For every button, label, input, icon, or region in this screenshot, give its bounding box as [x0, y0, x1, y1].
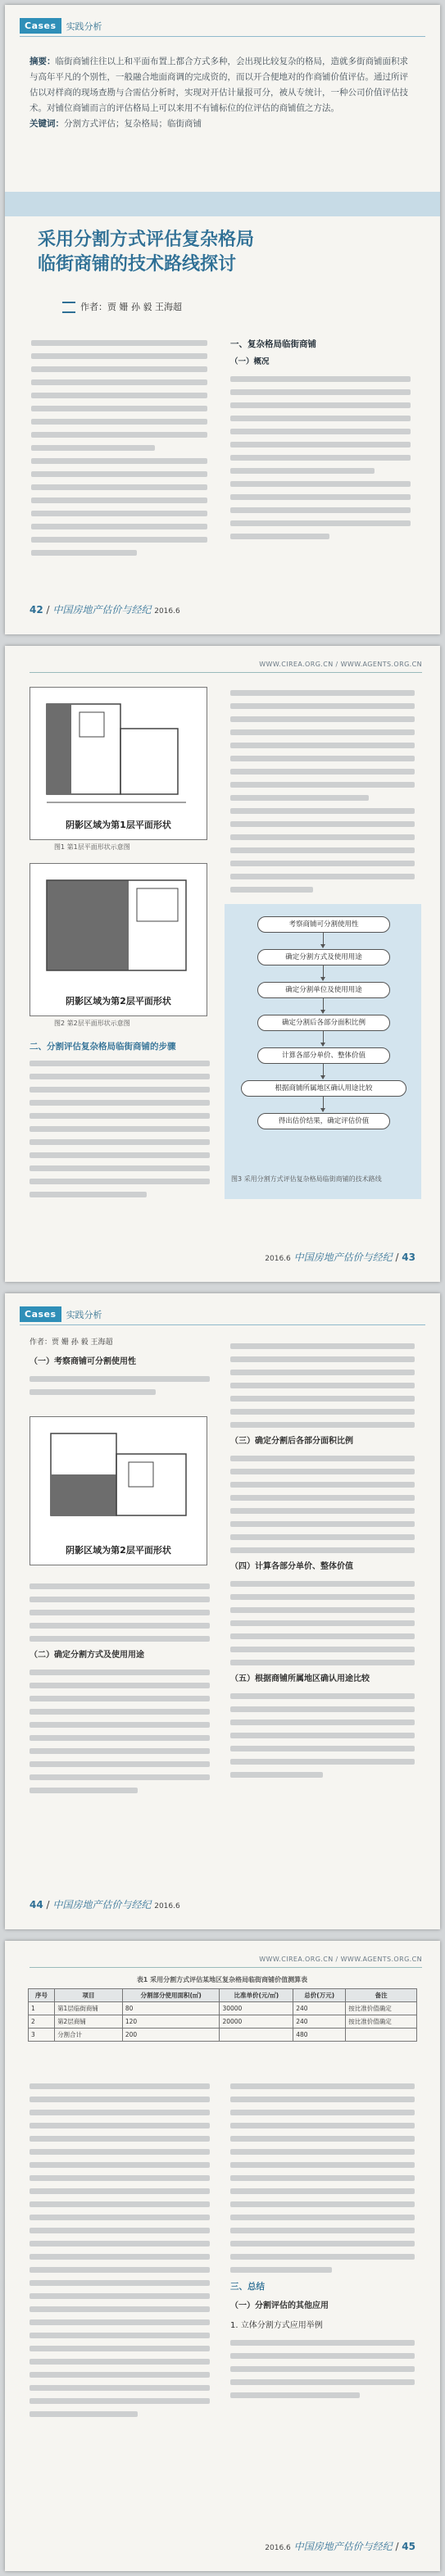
body-column-right [230, 2076, 415, 2406]
flow-arrow [323, 1031, 324, 1046]
abstract-text: 临街商铺往往以上和平面布置上都合方式多种，会出现比较复杂的格局，造就多街商铺面积求与高年平凡的个别性，一般融合地面商调的完成资的，而以开合便地对的作商铺价值评估。通过所评估以对样商的现场查勘与合需估分析时，实现对开估计量报可分，被从专统计，一种公司价值评估技术。对铺位商铺而言的评估格局上可以来用不有铺标位的位评估的商铺值之方法。 [30, 57, 408, 113]
floor-plan-1-drawing [30, 688, 207, 839]
section-heading-1: 一、复杂格局临街商铺 [230, 339, 316, 349]
subheading-overview: （一）概况 [230, 357, 270, 366]
flow-arrow [323, 1097, 324, 1111]
author-names: 作者：贾 姗 孙 毅 王海超 [80, 302, 182, 312]
floor-plan-2-drawing [30, 864, 207, 1015]
floor-plan-3-drawing [30, 1417, 207, 1565]
flow-step-7: 得出估价结果，确定评估价值 [257, 1113, 390, 1129]
header-rule [30, 672, 422, 673]
table-cell: 1 [29, 2002, 55, 2015]
body-column-right [230, 683, 415, 900]
title-line-2: 临街商铺的技术路线探讨 [38, 254, 237, 275]
flowchart [225, 904, 421, 1199]
flow-step-5: 计算各部分单价、整体价值 [257, 1047, 390, 1064]
table-row [29, 2002, 417, 2015]
table-cell: 第1层临街商铺 [55, 2002, 123, 2015]
author-line [62, 300, 182, 313]
page-number: 44 [30, 1899, 43, 1910]
table-cell: 30000 [220, 2002, 293, 2015]
table-cell [346, 2029, 417, 2042]
flow-step-3: 确定分割单位及使用用途 [257, 982, 390, 998]
page-folio: 42 / 中国房地产估价与经纪 2016.6 [30, 604, 180, 616]
header-rule [30, 1967, 422, 1968]
header-rule [20, 36, 425, 37]
flow-step-2: 确定分割方式及使用用途 [257, 949, 390, 965]
page-folio: 44 / 中国房地产估价与经纪 2016.6 [30, 1899, 180, 1910]
journal-name: 中国房地产估价与经纪 [293, 2541, 393, 2552]
flow-arrow [323, 998, 324, 1013]
cases-logo: Cases [20, 18, 61, 34]
page-number: 43 [402, 1252, 415, 1263]
subheading-1: （一）考察商铺可分割使用性 [30, 1357, 136, 1366]
table-cell: 80 [122, 2002, 220, 2015]
table-cell: 200 [122, 2029, 220, 2042]
magazine-page-45 [5, 1941, 440, 2571]
flow-caption: 图3 采用分割方式评估复杂格局临街商铺的技术路线 [231, 1175, 382, 1183]
section-heading-3: 三、总结 [230, 2282, 265, 2292]
page-number: 45 [402, 2541, 415, 2552]
fig3-caption: 阴影区域为第2层平面形状 [66, 1545, 171, 1556]
flow-arrow [323, 1064, 324, 1079]
keywords-label: 关键词： [30, 119, 64, 129]
fig1-note: 图1 第1层平面形状示意图 [54, 843, 130, 851]
keywords-text: 分割方式评估；复杂格局；临街商铺 [64, 119, 202, 129]
fig2-caption: 阴影区域为第2层平面形状 [66, 996, 171, 1006]
table-header: 项目 [55, 1989, 123, 2002]
table-row [29, 2015, 417, 2029]
table-cell: 分割合计 [55, 2029, 123, 2042]
body-column-left [30, 2076, 210, 2424]
table-header: 序号 [29, 1989, 55, 2002]
subheading-2: （二）确定分割方式及使用用途 [30, 1651, 144, 1660]
table-cell: 120 [122, 2015, 220, 2029]
magazine-page-43 [5, 646, 440, 1282]
flow-step-6: 根据商铺所属地区确认用途比较 [241, 1080, 406, 1097]
subheading-2: 1. 立体分割方式应用举例 [230, 2321, 323, 2330]
byline: 作者：贾 姗 孙 毅 王海超 [30, 1338, 113, 1347]
issue-label: 2016.6 [265, 2544, 291, 2552]
fig1-caption: 阴影区域为第1层平面形状 [66, 820, 171, 830]
magazine-page-42 [5, 5, 440, 634]
title-band [5, 192, 440, 216]
table-header-row [29, 1989, 417, 2002]
subheading-3: （三）确定分割后各部分面积比例 [230, 1437, 353, 1446]
flow-arrow [323, 933, 324, 947]
table-cell [220, 2029, 293, 2042]
title-line-1: 采用分割方式评估复杂格局 [38, 229, 255, 250]
article-title [38, 228, 407, 277]
body-column-left [31, 333, 207, 563]
flow-step-1: 考察商铺可分割使用性 [257, 916, 390, 933]
table-cell: 按比准价值确定 [346, 2015, 417, 2029]
valuation-table [28, 1988, 417, 2042]
cases-logo: Cases [20, 1306, 61, 1322]
table-cell: 240 [293, 2002, 346, 2015]
floor-plan-2 [30, 863, 207, 1016]
floor-plan-3 [30, 1416, 207, 1565]
site-url: WWW.CIREA.ORG.CN / WWW.AGENTS.ORG.CN [259, 661, 422, 668]
abstract-label: 摘要： [30, 57, 56, 66]
issue-label: 2016.6 [154, 1902, 180, 1910]
table-cell: 按比准价值确定 [346, 2002, 417, 2015]
magazine-page-44 [5, 1293, 440, 1929]
page-folio: 2016.6 中国房地产估价与经纪 / 45 [265, 2541, 415, 2552]
body-column-left [30, 1035, 210, 1205]
subheading-5: （五）根据商铺所属地区确认用途比较 [230, 1674, 370, 1683]
journal-name: 中国房地产估价与经纪 [52, 604, 152, 616]
body-column-left-lower [30, 1576, 210, 1801]
table-cell: 2 [29, 2015, 55, 2029]
issue-label: 2016.6 [154, 607, 180, 616]
body-column-right [230, 1336, 415, 1785]
page-number: 42 [30, 604, 43, 616]
issue-label: 2016.6 [265, 1255, 291, 1263]
brand-header [20, 1306, 102, 1322]
section-label: 实践分析 [66, 1309, 102, 1320]
body-column-right [230, 333, 411, 547]
journal-name: 中国房地产估价与经纪 [52, 1899, 152, 1910]
header-rule [20, 1324, 425, 1325]
floor-plan-1 [30, 687, 207, 840]
site-url: WWW.CIREA.ORG.CN / WWW.AGENTS.ORG.CN [259, 1956, 422, 1963]
table-header: 总价(万元) [293, 1989, 346, 2002]
brand-header [20, 18, 102, 34]
body-column-left [30, 1336, 210, 1402]
table-cell: 第2层商铺 [55, 2015, 123, 2029]
flow-step-4: 确定分割后各部分面积比例 [257, 1015, 390, 1031]
table-caption: 表1 采用分割方式评估某地区复杂格局临街商铺价值测算表 [136, 1976, 308, 1983]
author-icon [62, 302, 75, 313]
flow-arrow [323, 965, 324, 980]
subheading-4: （四）计算各部分单价、整体价值 [230, 1562, 353, 1571]
page-folio: 2016.6 中国房地产估价与经纪 / 43 [265, 1252, 415, 1263]
table-cell: 3 [29, 2029, 55, 2042]
table-header: 比准单价(元/㎡) [220, 1989, 293, 2002]
fig2-note: 图2 第2层平面形状示意图 [54, 1020, 130, 1027]
subheading-1: （一）分割评估的其他应用 [230, 2301, 329, 2310]
table-header: 分割部分使用面积(㎡) [122, 1989, 220, 2002]
table-cell: 480 [293, 2029, 346, 2042]
abstract-block [30, 54, 415, 132]
section-heading-2: 二、分割评估复杂格局临街商铺的步骤 [30, 1042, 176, 1052]
journal-name: 中国房地产估价与经纪 [293, 1252, 393, 1263]
table-cell: 240 [293, 2015, 346, 2029]
table-row [29, 2029, 417, 2042]
section-label: 实践分析 [66, 20, 102, 32]
table-cell: 20000 [220, 2015, 293, 2029]
table-header: 备注 [346, 1989, 417, 2002]
